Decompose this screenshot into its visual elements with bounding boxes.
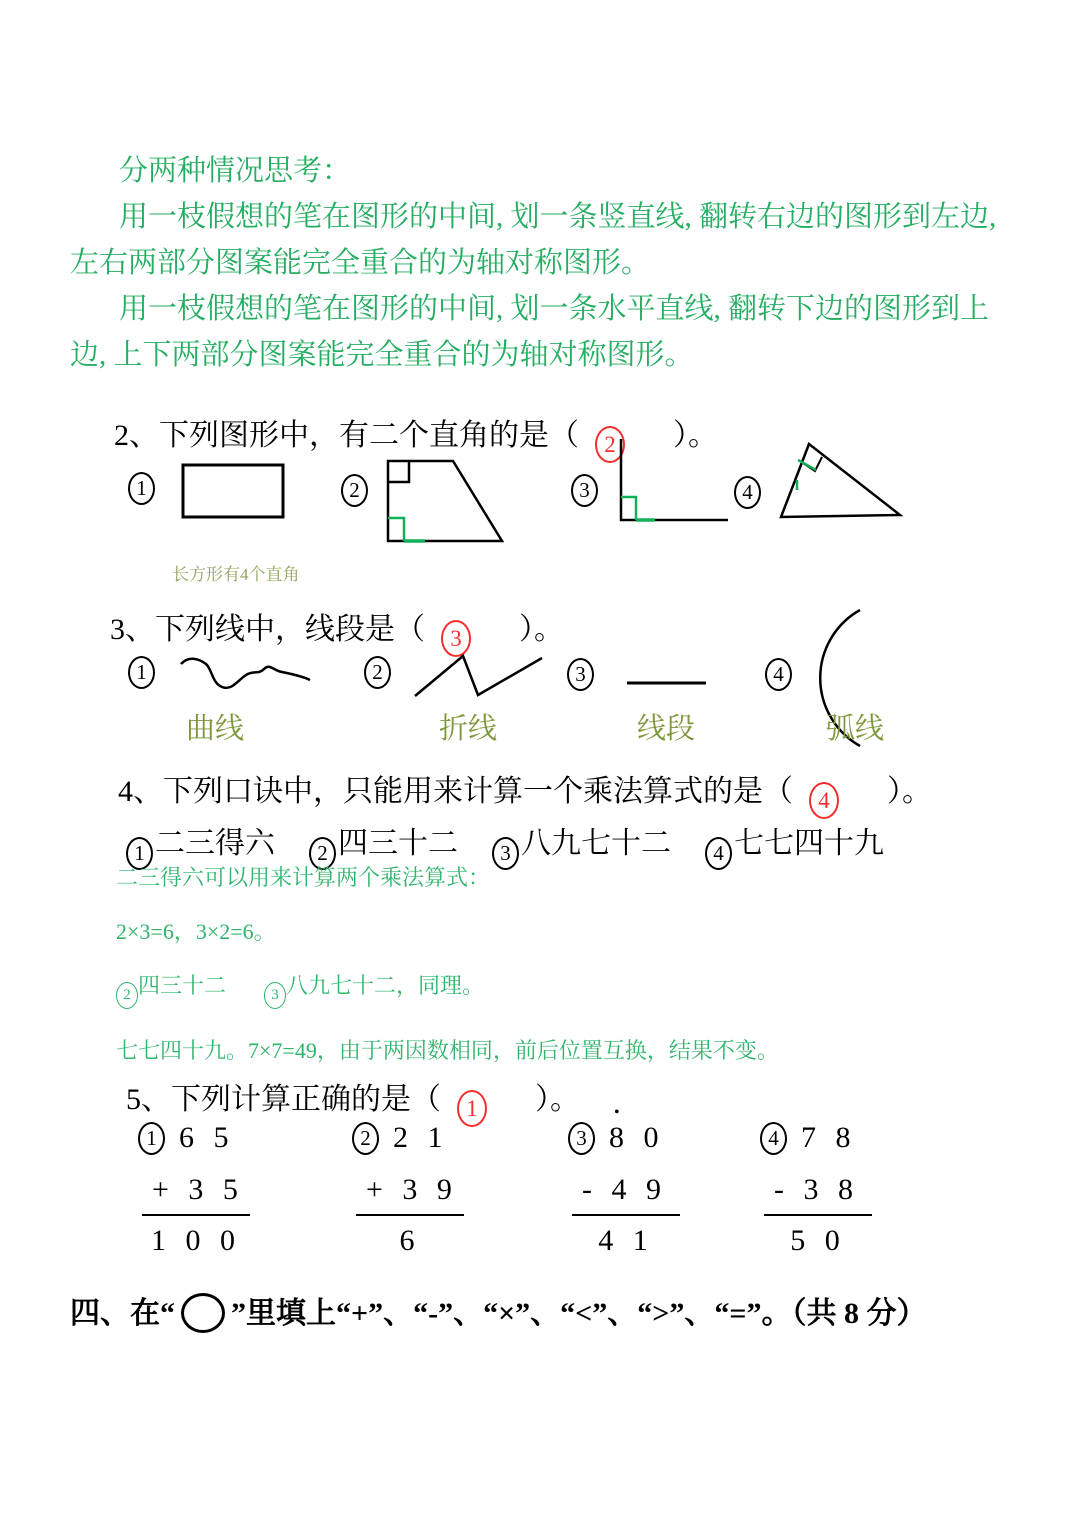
q5-column-3 bbox=[568, 1104, 682, 1258]
q5-column-4-result: 5 0 bbox=[790, 1224, 846, 1257]
curve-shape bbox=[178, 652, 314, 698]
q3-option-1-circled-number: 1 bbox=[128, 656, 155, 689]
q4-option-2-text: 四三十二 bbox=[338, 827, 458, 860]
q5-column-1-top-number: 6 5 bbox=[179, 1121, 235, 1154]
q3-option-3-label: 线段 bbox=[637, 713, 696, 745]
right-angle-mark-green bbox=[388, 518, 404, 541]
question-3-text: 3、下列线中，线段是（ bbox=[110, 613, 425, 646]
segment-shape bbox=[624, 676, 710, 690]
intro-heading: 分两种情况思考： bbox=[119, 155, 352, 187]
q5-column-2-rule bbox=[356, 1214, 464, 1216]
question-si-text-before-circle: 四、在“ bbox=[70, 1297, 175, 1330]
q4-option-4 bbox=[705, 818, 884, 870]
q5-column-2-result: 6 bbox=[399, 1224, 421, 1257]
q5-column-1-circled-number: 1 bbox=[138, 1122, 165, 1155]
q4-option-1 bbox=[126, 818, 275, 870]
q3-option-2-circled-number: 2 bbox=[364, 656, 391, 689]
rectangle-shape bbox=[180, 462, 286, 520]
question-3-suffix: ）。 bbox=[519, 613, 564, 646]
q3-option-4-circled-number: 4 bbox=[765, 658, 792, 691]
question-2-answer-circled-number: 2 bbox=[595, 426, 625, 463]
q4-explanation-line-4: 七七四十九。7×7=49，由于两因数相同，前后位置互换，结果不变。 bbox=[116, 1038, 779, 1063]
q5-column-4-top-number: 7 8 bbox=[801, 1121, 857, 1154]
q4-explanation-line-2: 2×3=6，3×2=6。 bbox=[116, 919, 276, 944]
question-5-text: 5、下列计算正确的是（ bbox=[126, 1083, 441, 1116]
q5-column-3-rule bbox=[572, 1214, 680, 1216]
q4-option-2-circled-number: 2 bbox=[309, 837, 336, 870]
intro-paragraph-horizontal: 用一枝假想的笔在图形的中间, 划一条水平直线, 翻转下边的图形到上边, 上下两部分图案能完全重合的为轴对称图形。 bbox=[70, 293, 990, 371]
q4-explain-circled-3: 3 bbox=[264, 982, 286, 1009]
question-si-text-after-circle: ”里填上“+”、“-”、“×”、“<”、“>”、“=”。（共 8 分） bbox=[231, 1297, 927, 1330]
q5-column-2-top-number: 2 1 bbox=[393, 1121, 449, 1154]
q5-column-4-circled-number: 4 bbox=[760, 1122, 787, 1155]
q5-column-4 bbox=[760, 1118, 874, 1258]
question-si-heading bbox=[70, 1288, 926, 1333]
blank-circle-shape bbox=[181, 1293, 225, 1333]
q3-option-4-label: 弧线 bbox=[826, 713, 885, 745]
intro-paragraph-vertical: 用一枝假想的笔在图形的中间, 划一条竖直线, 翻转右边的图形到左边, 左右两部分图案能完全重合的为轴对称图形。 bbox=[70, 201, 997, 279]
q5-column-1-rule bbox=[142, 1214, 250, 1216]
q5-column-2-circled-number: 2 bbox=[352, 1122, 379, 1155]
q5-column-2 bbox=[352, 1118, 466, 1258]
q2-option-2-circled-number: 2 bbox=[341, 474, 368, 507]
q4-option-4-circled-number: 4 bbox=[705, 837, 732, 870]
q3-option-1-label: 曲线 bbox=[186, 713, 245, 745]
q4-option-3 bbox=[492, 818, 671, 870]
symmetry-explanation bbox=[70, 148, 1022, 378]
right-angle-mark-green bbox=[621, 497, 636, 520]
q4-option-1-text: 二三得六 bbox=[155, 827, 275, 860]
q4-explanation-block bbox=[116, 866, 1016, 1093]
triangle-shape bbox=[771, 438, 905, 522]
question-5-suffix: ）。 bbox=[535, 1083, 580, 1116]
q2-option-3-circled-number: 3 bbox=[571, 474, 598, 507]
right-angle-mark-black bbox=[388, 461, 409, 482]
question-4-answer-circled-number: 4 bbox=[809, 782, 839, 819]
q4-option-1-circled-number: 1 bbox=[126, 837, 153, 870]
right-trapezoid-shape bbox=[385, 458, 505, 544]
q2-option-1-circled-number: 1 bbox=[128, 472, 155, 505]
q5-column-1 bbox=[138, 1118, 252, 1258]
question-2-text: 2、下列图形中，有二个直角的是（ bbox=[114, 419, 579, 452]
q5-column-3-circled-number: 3 bbox=[568, 1122, 595, 1155]
q5-column-3-result: 4 1 bbox=[598, 1224, 654, 1257]
question-2-suffix: ）。 bbox=[673, 419, 718, 452]
q3-option-3-circled-number: 3 bbox=[567, 658, 594, 691]
q5-column-4-rule bbox=[764, 1214, 872, 1216]
q4-explanation-line-1: 二三得六可以用来计算两个乘法算式： bbox=[116, 865, 491, 890]
q5-column-1-operation: + 3 5 bbox=[152, 1173, 244, 1206]
question-4-heading bbox=[118, 766, 932, 819]
q4-option-3-circled-number: 3 bbox=[492, 837, 519, 870]
q5-column-1-result: 1 0 0 bbox=[151, 1224, 241, 1257]
question-3-answer-circled-number: 3 bbox=[441, 620, 471, 657]
right-angle-shape bbox=[613, 436, 733, 524]
q4-option-2 bbox=[309, 818, 458, 870]
repeating-dot-mark: • bbox=[614, 1104, 620, 1121]
q4-option-4-text: 七七四十九 bbox=[734, 827, 884, 860]
q4-explain-circled-2: 2 bbox=[116, 982, 138, 1009]
q5-column-3-operation: - 4 9 bbox=[582, 1173, 667, 1206]
question-4-text: 4、下列口诀中，只能用来计算一个乘法算式的是（ bbox=[118, 775, 793, 808]
q5-column-2-operation: + 3 9 bbox=[366, 1173, 458, 1206]
q2-option-4-circled-number: 4 bbox=[734, 476, 761, 509]
zigzag-shape bbox=[412, 648, 546, 700]
question-4-suffix: ）。 bbox=[887, 775, 932, 808]
q5-column-4-operation: - 3 8 bbox=[774, 1173, 859, 1206]
question-4-options-row bbox=[126, 818, 884, 870]
question-5-answer-circled-number: 1 bbox=[457, 1090, 487, 1127]
q5-column-3-top-number: 8 0 bbox=[609, 1121, 665, 1154]
q3-option-2-label: 折线 bbox=[439, 713, 498, 745]
q4-option-3-text: 八九七十二 bbox=[521, 827, 671, 860]
q4-explanation-line-3: 2 四三十二 3 八九七十二，同理。 bbox=[116, 974, 1016, 1009]
q2-annotation-note: 长方形有4个直角 bbox=[172, 565, 300, 584]
